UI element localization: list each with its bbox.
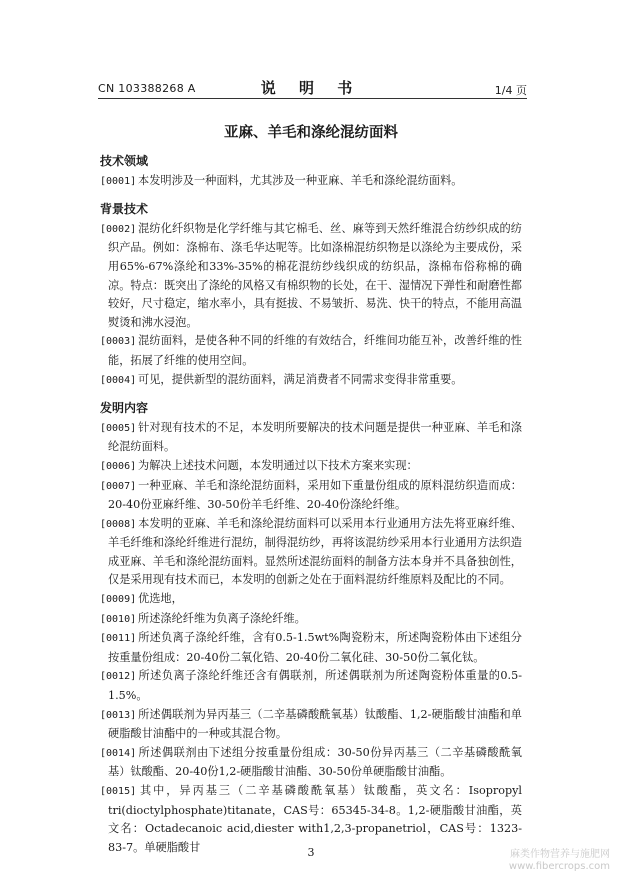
section-heading: 技术领域 bbox=[100, 154, 149, 168]
paragraph bbox=[100, 220, 522, 333]
paragraph bbox=[100, 332, 522, 370]
paragraph-number: [0011] bbox=[100, 633, 137, 645]
paragraph bbox=[100, 667, 522, 705]
watermark bbox=[509, 849, 610, 873]
paragraph-number: [0012] bbox=[100, 671, 137, 683]
page-indicator: 1/4 页 bbox=[494, 84, 527, 97]
paragraph-text: 针对现有技术的不足，本发明所要解决的技术问题是提供一种亚麻、羊毛和涤纶混纺面料。 bbox=[108, 420, 522, 454]
document-body bbox=[100, 152, 522, 857]
section-title: 说 明 书 bbox=[260, 79, 362, 97]
paragraph bbox=[100, 706, 522, 744]
page-number: 3 bbox=[307, 846, 315, 859]
paragraph-number: [0004] bbox=[100, 374, 137, 386]
patent-number: CN 103388268 A bbox=[98, 82, 196, 95]
paragraph-text: 所述涤纶纤维为负离子涤纶纤维。 bbox=[138, 611, 306, 625]
paragraph bbox=[100, 629, 522, 667]
paragraph-text: 所述偶联剂为异丙基三（二辛基磷酸酰氧基）钛酸酯、1,2-硬脂酸甘油酯和单硬脂酸甘油酯中的一种或其混合物。 bbox=[108, 707, 522, 741]
page-header bbox=[0, 56, 622, 96]
paragraph-text: 所述偶联剂由下述组分按重量份组成：30-50份异丙基三（二辛基磷酸酰氧基）钛酸酯、20-40份1,2-硬脂酸甘油酯、30-50份单硬脂酸甘油酯。 bbox=[108, 745, 522, 779]
paragraph-text: 本发明涉及一种面料，尤其涉及一种亚麻、羊毛和涤纶混纺面料。 bbox=[138, 173, 463, 187]
paragraph-text: 可见，提供新型的混纺面料，满足消费者不同需求变得非常重要。 bbox=[138, 372, 463, 386]
paragraph-text: 混纺化纤织物是化学纤维与其它棉毛、丝、麻等到天然纤维混合纺纱织成的纺织产品。例如：涤棉布、涤毛华达呢等。比如涤棉混纺织物是以涤纶为主要成份，采用65%-67%涤纶和33%-35%的棉花混纺纱线织成的纺织品，涤棉布俗称棉的确凉。特点：既突出了涤纶的风格又有棉织物的长处，在干、湿情况下弹性和耐磨性都较好，尺寸稳定，缩水率小，具有挺拔、不易皱折、易洗、快干的特点，不能用高温熨烫和沸水浸泡。 bbox=[108, 221, 522, 329]
paragraph bbox=[100, 477, 522, 515]
paragraph-number: [0014] bbox=[100, 747, 137, 759]
watermark-line-2: www.fibercrops.com bbox=[508, 861, 610, 872]
paragraph-number: [0008] bbox=[100, 518, 137, 530]
paragraph-number: [0015] bbox=[100, 786, 137, 797]
paragraph-number: [0007] bbox=[100, 480, 137, 492]
paragraph-text: 为解决上述技术问题，本发明通过以下技术方案来实现： bbox=[138, 458, 418, 472]
paragraph bbox=[100, 457, 522, 477]
paragraph bbox=[100, 172, 522, 192]
section-heading: 发明内容 bbox=[100, 401, 149, 416]
watermark-line-1: 麻类作物营养与施肥网 bbox=[510, 849, 610, 860]
paragraph-text: 一种亚麻、羊毛和涤纶混纺面料，采用如下重量份组成的原料混纺织造而成：20-40份亚麻纤维、30-50份羊毛纤维、20-40份涤纶纤维。 bbox=[108, 478, 522, 512]
paragraph bbox=[100, 515, 522, 590]
paragraph-text: 优选地， bbox=[138, 592, 183, 606]
paragraph bbox=[100, 610, 522, 630]
paragraph-number: [0010] bbox=[100, 613, 137, 625]
paragraph-number: [0001] bbox=[100, 175, 137, 187]
document-title: 亚麻、羊毛和涤纶混纺面料 bbox=[224, 125, 398, 141]
paragraph bbox=[100, 744, 522, 782]
header-rule bbox=[98, 98, 527, 99]
paragraph-text: 所述负离子涤纶纤维，含有0.5-1.5wt%陶瓷粉末，所述陶瓷粉体由下述组分按重量份组成：20-40份二氧化锆、20-40份二氧化硅、30-50份二氧化钛。 bbox=[108, 631, 522, 664]
paragraph-number: [0005] bbox=[100, 422, 137, 434]
paragraph-number: [0013] bbox=[100, 709, 137, 721]
paragraph-text: 本发明的亚麻、羊毛和涤纶混纺面料可以采用本行业通用方法先将亚麻纤维、羊毛纤维和涤纶纤维进行混纺，制得混纺纱，再将该混纺纱采用本行业通用方法织造成亚麻、羊毛和涤纶混纺面料。显然所述混纺面料的制备方法本身并不具备独创性，仅是采用现有技术而已，本发明的创新之处在于面料混纺纤维原料及配比的不同。 bbox=[108, 516, 522, 587]
paragraph-number: [0002] bbox=[100, 223, 137, 235]
section-heading: 背景技术 bbox=[100, 202, 149, 217]
paragraph-number: [0009] bbox=[100, 594, 137, 606]
paragraph-number: [0003] bbox=[100, 336, 137, 348]
paragraph-text: 所述负离子涤纶纤维还含有偶联剂，所述偶联剂为所述陶瓷粉体重量的0.5-1.5%。 bbox=[108, 669, 522, 703]
paragraph-text: 混纺面料，是使各种不同的纤维的有效结合，纤维间功能互补，改善纤维的性能，拓展了纤维的使用空间。 bbox=[108, 334, 522, 367]
paragraph bbox=[100, 371, 522, 391]
paragraph bbox=[100, 590, 522, 610]
paragraph bbox=[100, 419, 522, 457]
paragraph-text: 其中，异丙基三（二辛基磷酸酰氧基）钛酸酯，英文名：Isopropyl tri(dioctylphosphate)titanate，CAS号：65345-34-8。1,2-硬脂酸甘油酯，英文名：Octadecanoic acid,diester with1,2,3-propanetriol，CAS号：1323-83-7。单硬脂酸甘 bbox=[108, 784, 522, 854]
paragraph-number: [0006] bbox=[100, 460, 137, 472]
